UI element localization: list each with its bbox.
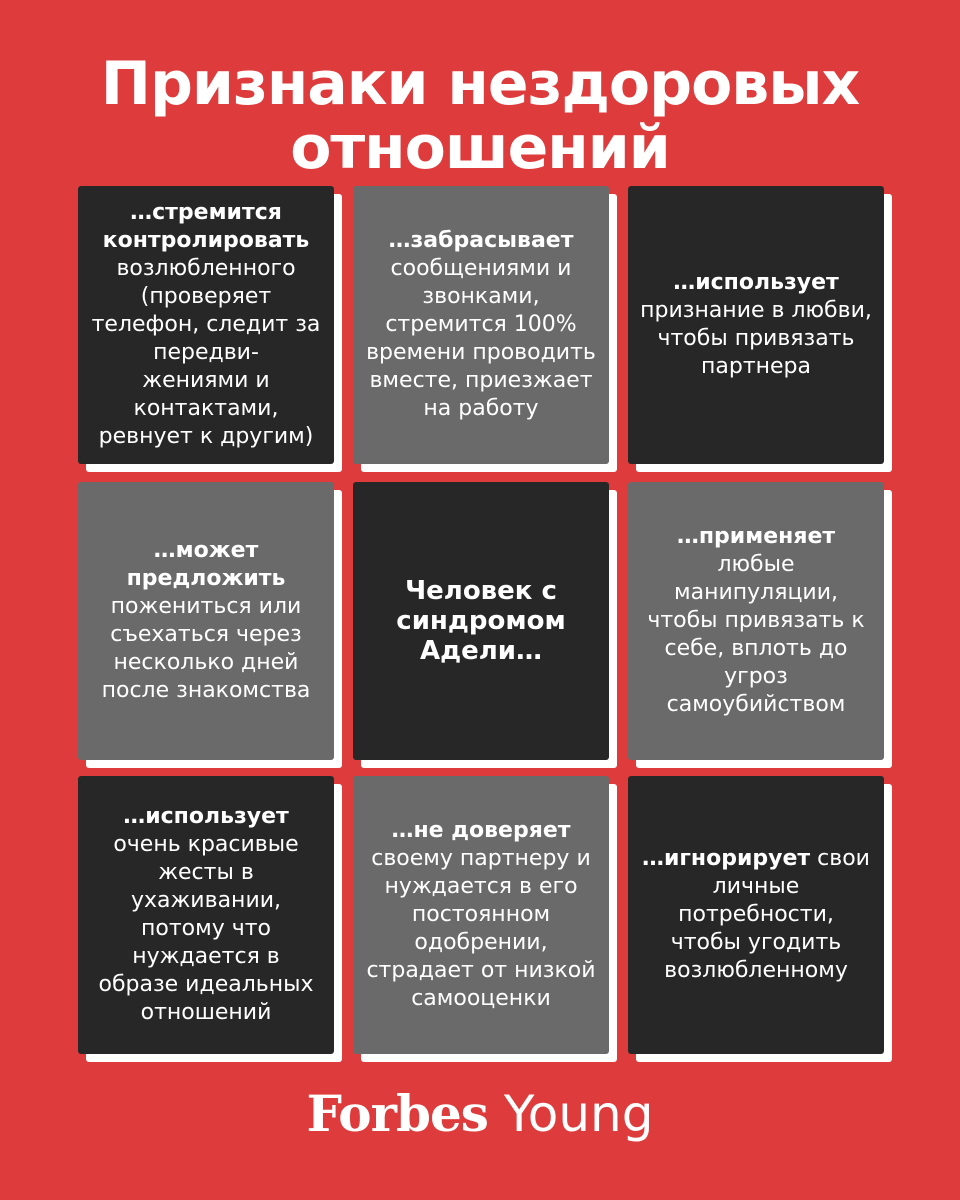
card-distrust [353,776,609,1054]
card-manipulation-bold: …применяет [676,524,836,549]
card-messages-text: сообщениями и звонками, стремится 100% времени проводить вместе, приезжает на работу [366,256,596,421]
page-title [0,49,960,183]
card-distrust-body [365,817,597,1013]
logo-young-text: Young [503,1085,654,1143]
card-ignore-needs-bold: …игнорирует [642,846,811,871]
card-gestures [78,776,334,1054]
card-manipulation [628,482,884,760]
card-propose [78,482,334,760]
card-love-confession-bold: …использует [673,270,839,295]
card-love-confession-text: признание в любви, чтобы привязать партнера [640,298,872,379]
cards-grid [78,186,884,1056]
page-title-line-1: Признаки нездоровых [100,49,860,119]
card-center-text: Человек с синдромом Адели… [396,576,566,666]
card-gestures-text: очень красивые жесты в ухаживании, потому что нуждается в образе идеальных отношений [98,832,314,1025]
card-center-adele [353,482,609,760]
card-propose-body [90,537,322,705]
card-ignore-needs-text: свои личные потребности, чтобы угодить возлюбленному [664,846,870,983]
card-propose-bold: …может предложить [126,538,286,591]
card-propose-text: пожениться или съехаться через несколько дней после знакомства [101,594,311,703]
card-manipulation-body [640,523,872,719]
card-messages [353,186,609,464]
card-ignore-needs [628,776,884,1054]
card-gestures-body [90,803,322,1027]
card-center-body [365,576,597,666]
card-control [78,186,334,464]
card-love-confession-body [640,269,872,381]
card-gestures-bold: …использует [123,804,289,829]
logo-forbes-text: Forbes [306,1084,488,1143]
card-distrust-text: своему партнеру и нуждается в его постоянном одобрении, страдает от низкой самооценки [366,846,596,1011]
card-control-text: возлюбленного (проверяет телефон, следит за передви- жениями и контактами, ревнует к другим) [91,256,321,449]
card-ignore-needs-body [640,845,872,985]
card-control-body [90,199,322,451]
card-messages-body [365,227,597,423]
card-control-bold: …стремится контролировать [102,200,310,253]
card-distrust-bold: …не доверяет [391,818,571,843]
card-manipulation-text: любые манипуляции, чтобы привязать к себе, вплоть до угроз самоубийством [647,552,865,717]
card-love-confession [628,186,884,464]
card-messages-bold: …забрасывает [388,228,574,253]
forbes-young-logo [0,1084,960,1144]
page-title-line-2: отношений [290,113,670,183]
